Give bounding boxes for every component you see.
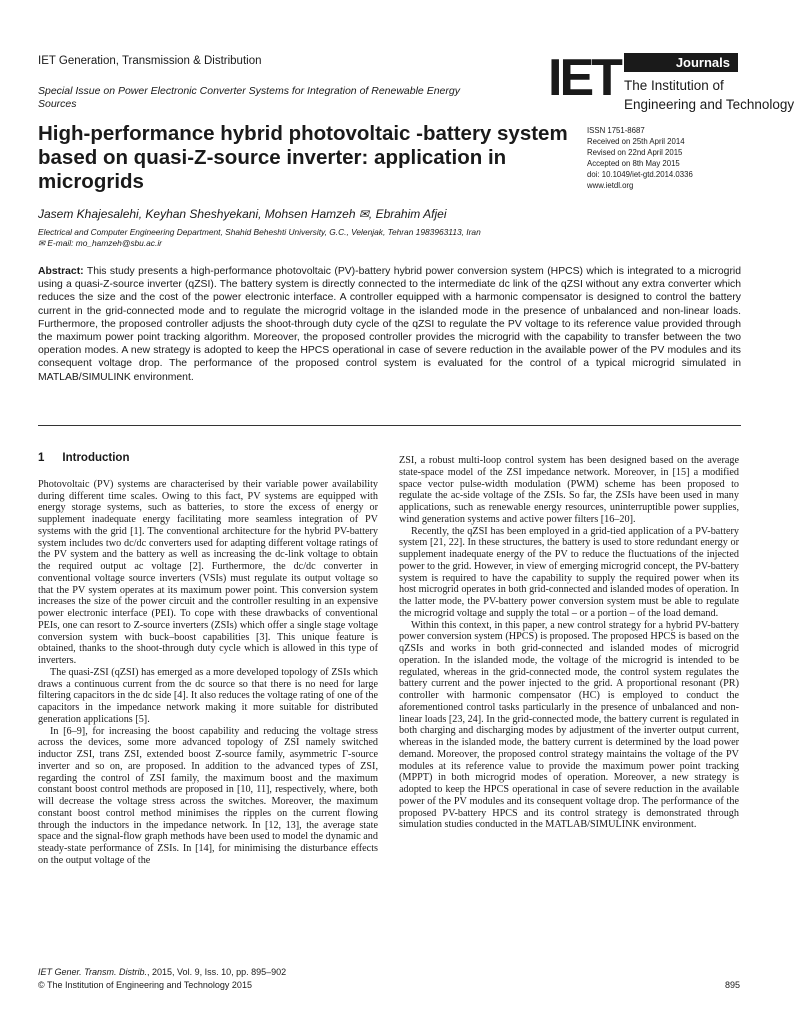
paragraph: The quasi-ZSI (qZSI) has emerged as a more developed topology of ZSIs which draws a continuous current from the dc source so that there is no need for large filtering capacitors in the dc side [4]. It also reduces the voltage rating of one of the capacitors in the impedance network making it more suitable for distributed generation applications [5]. bbox=[38, 666, 378, 725]
paragraph: In [6–9], for increasing the boost capability and reducing the voltage stress across the devices, some more advanced topology of ZSI namely switched inductor ZSI, trans ZSI, extended boost Z-source family, asymmetric Γ-source inverter and so on, are proposed. In addition to the advanced types of ZSI, regarding the control of ZSI family, the maximum boost and the maximum constant boost control methods are proposed in [10, 11], respectively, where, both will decrease the voltage stress across the switches. Moreover, the maximum constant boost control method minimises the ripples on the current flowing through the inductors in the impedance network. In [12, 13], the average state space and the signal-flow graph methods have been used to model the dynamic and steady-state performance of ZSIs. In [14], for minimising the disturbance effects on the output voltage of the bbox=[38, 725, 378, 866]
abstract-divider bbox=[38, 425, 741, 426]
section-heading bbox=[38, 453, 378, 465]
iet-logo-mark: IET bbox=[548, 49, 620, 107]
right-column bbox=[399, 455, 739, 831]
paper-title: High-performance hybrid photovoltaic -battery system based on quasi-Z-source inverter: application in microgrids bbox=[38, 122, 568, 193]
special-issue-label: Special Issue on Power Electronic Converter Systems for Integration of Renewable Energy Sources bbox=[38, 85, 460, 110]
journal-name: IET Generation, Transmission & Distribution bbox=[38, 55, 262, 67]
institution-line-1: The Institution of bbox=[624, 78, 724, 93]
citation-details: , 2015, Vol. 9, Iss. 10, pp. 895–902 bbox=[147, 967, 287, 977]
paragraph: Photovoltaic (PV) systems are characterised by their variable power availability during different time scales. Owing to this fact, PV systems are equipped with energy storage systems, such as batteries, to store the excess of energy or supplement inadequate energy facilitating more seamless integration of PV systems with the grid [1]. The conventional architecture for the hybrid PV-battery system includes two dc/dc converters used for adapting different voltage ratings of the PV system and the battery as well as increasing the dc-link voltage to obtain the required output ac voltage [2]. Furthermore, the dc/dc converter in conventional voltage source inverters (VSIs) must regulate its output voltage so that the PV system operates at its maximum power point. This conversion system increases the size of the power circuit and the controller resulting in an expensive power electronic interface (PEI). To cope with these drawbacks of conventional PEIs, one can resort to Z-source inverters (ZSIs) which offer a single stage voltage conversion system with buck–boost capabilities [3]. This unique feature is obtained, thanks to the shoot-through duty cycle which is allowed in this type of inverters. bbox=[38, 478, 378, 666]
journal-abbrev: IET Gener. Transm. Distrib. bbox=[38, 967, 148, 977]
abstract-text: This study presents a high-performance photovoltaic (PV)-battery hybrid power conversion system (HPCS) which is integrated to a microgrid using a quasi-Z-source inverter (qZSI). The battery system is directly connected to the intermediate dc link of the qZSI without any extra converter which reduces the size and the cost of the power electronic interface. A controller equipped with a harmonic compensator is designed to control the battery current in the grid-connected mode and to regulate the microgrid voltage in the islanded mode in the presence of unbalanced and non-linear loads. Furthermore, the proposed controller adjusts the shoot-through duty cycle of the qZSI to regulate the PV voltage to its reference value provided through the maximum power point tracking algorithm. Moreover, the proposed controller provides the microgrid with the capability to transfer between the two operation modes. A new strategy is adopted to keep the HPCS operational in case of severe reduction in the available power of the PV modules and its consequent voltage drop. The performance of the proposed control system is evaluated for the control of a typical microgrid simulated in MATLAB/SIMULINK environment. bbox=[38, 266, 741, 383]
journals-label: Journals bbox=[624, 53, 738, 72]
affiliation: Electrical and Computer Engineering Department, Shahid Beheshti University, G.C., Velenjak, Tehran 1983963113, Iran bbox=[38, 227, 481, 237]
footer-citation bbox=[38, 967, 286, 977]
section-title: Introduction bbox=[62, 452, 130, 464]
article-metadata bbox=[587, 125, 757, 191]
received-date: Received on 25th April 2014 bbox=[587, 137, 685, 146]
section-number: 1 bbox=[38, 452, 45, 464]
institution-line-2: Engineering and Technology bbox=[624, 97, 794, 112]
paragraph: ZSI, a robust multi-loop control system has been designed based on the average state-space model of the ZSI impedance network. Moreover, in [15] a modified space vector pulse-width modulation (PWM) scheme has been proposed to regulate the ac-side voltage of the ZSIs. So far, the ZSIs have been used in many applications, such as renewable energy resources, uninterruptible power supplies, wind generation systems and active power filters [16–20]. bbox=[399, 455, 739, 525]
issn: ISSN 1751-8687 bbox=[587, 126, 645, 135]
revised-date: Revised on 22nd April 2015 bbox=[587, 148, 683, 157]
paragraph: Recently, the qZSI has been employed in a grid-tied application of a PV-battery system [21, 22]. In these structures, the battery is used to store redundant energy or supplement inadequate energy of the PV to reduce the fluctuations of the injected power to the grid. However, in view of emerging microgrid concept, the PV-battery system is required to have the capability to supply the required power when its host microgrid operates in both grid-connected and islanded modes of operation. In the latter mode, the PV-battery power conversion system must be able to regulate the microgrid voltage and supply the total – or a portion – of the load demand. bbox=[399, 525, 739, 619]
left-column bbox=[38, 453, 378, 867]
iet-journals-logo bbox=[548, 49, 794, 118]
author-list: Jasem Khajesalehi, Keyhan Sheshyekani, Mohsen Hamzeh ✉, Ebrahim Afjei bbox=[38, 207, 447, 221]
abstract bbox=[38, 265, 741, 384]
paragraph: Within this context, in this paper, a new control strategy for a hybrid PV-battery power conversion system (HPCS) is proposed. The proposed HPCS is based on the qZSIs and works in both grid-connected and islanded modes of microgrid operation. In the islanded mode, the voltage of the microgrid is intended to be regulated, whereas in the grid-connected mode, the control system regulates the battery current and the power injected to the grid. A proportional resonant (PR) controller with harmonic compensator (HC) is employed to conduct the aforementioned control tasks particularly in the presence of unbalanced and non-linear loads [23, 24]. In the grid-connected mode, the battery current is regulated in both charging and discharging modes by adjustment of the inverter output current, whereas in the islanded mode, the battery current is determined by the load power demand. Moreover, the proposed control strategy maintains the voltage of the PV modules at its reference value to provide the maximum power point tracking (MPPT) in both microgrid modes of operation. Moreover, a new strategy is adopted to keep the HPCS operational in case of severe reduction in the available power of the PV modules and its consequent voltage drop. The performance of the proposed PV-battery HPCS and its control strategy is demonstrated through simulation studies conducted in the MATLAB/SIMULINK environment. bbox=[399, 619, 739, 831]
abstract-label: Abstract: bbox=[38, 266, 84, 277]
corresponding-email[interactable]: ✉ E-mail: mo_hamzeh@sbu.ac.ir bbox=[38, 238, 162, 248]
footer-copyright: © The Institution of Engineering and Technology 2015 bbox=[38, 980, 252, 990]
doi-link[interactable]: doi: 10.1049/iet-gtd.2014.0336 bbox=[587, 170, 693, 179]
page-number: 895 bbox=[724, 980, 740, 990]
accepted-date: Accepted on 8th May 2015 bbox=[587, 159, 680, 168]
website-link[interactable]: www.ietdl.org bbox=[587, 181, 634, 190]
